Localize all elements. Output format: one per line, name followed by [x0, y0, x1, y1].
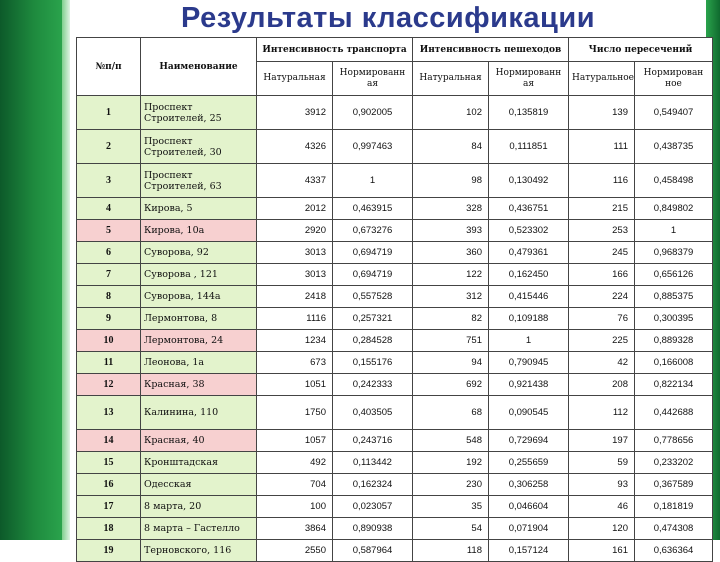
pedestrians-normalized-cell: 0,479361 — [489, 242, 569, 264]
pedestrians-natural-cell: 192 — [413, 452, 489, 474]
pedestrians-normalized-cell: 0,921438 — [489, 374, 569, 396]
intersections-normalized-cell: 0,656126 — [635, 264, 713, 286]
row-name-cell: Суворова , 121 — [141, 264, 257, 286]
header-pedestrians-natural: Натуральная — [413, 62, 489, 96]
table-row — [77, 220, 713, 242]
row-name-cell: Красная, 40 — [141, 430, 257, 452]
intersections-natural-cell: 111 — [569, 130, 635, 164]
table-body — [77, 96, 713, 562]
intersections-natural-cell: 76 — [569, 308, 635, 330]
pedestrians-normalized-cell: 1 — [489, 330, 569, 352]
pedestrians-natural-cell: 328 — [413, 198, 489, 220]
pedestrians-normalized-cell: 0,255659 — [489, 452, 569, 474]
pedestrians-normalized-cell: 0,135819 — [489, 96, 569, 130]
row-name-cell: Кронштадская — [141, 452, 257, 474]
row-name-cell: Лермонтова, 8 — [141, 308, 257, 330]
transport-normalized-cell: 0,694719 — [333, 264, 413, 286]
intersections-normalized-cell: 0,822134 — [635, 374, 713, 396]
transport-natural-cell: 1750 — [257, 396, 333, 430]
intersections-natural-cell: 208 — [569, 374, 635, 396]
transport-normalized-cell: 0,243716 — [333, 430, 413, 452]
header-name: Наименование — [141, 38, 257, 96]
pedestrians-normalized-cell: 0,729694 — [489, 430, 569, 452]
intersections-normalized-cell: 0,300395 — [635, 308, 713, 330]
intersections-natural-cell: 166 — [569, 264, 635, 286]
pedestrians-normalized-cell: 0,436751 — [489, 198, 569, 220]
intersections-normalized-cell: 1 — [635, 220, 713, 242]
header-transport-normalized: Нормированн ая — [333, 62, 413, 96]
row-number-cell: 7 — [77, 264, 141, 286]
table-row — [77, 540, 713, 562]
row-name-cell: Кирова, 5 — [141, 198, 257, 220]
row-name-cell: Одесская — [141, 474, 257, 496]
transport-natural-cell: 1116 — [257, 308, 333, 330]
intersections-natural-cell: 245 — [569, 242, 635, 264]
transport-natural-cell: 673 — [257, 352, 333, 374]
pedestrians-normalized-cell: 0,046604 — [489, 496, 569, 518]
intersections-natural-cell: 116 — [569, 164, 635, 198]
intersections-normalized-cell: 0,458498 — [635, 164, 713, 198]
row-number-cell: 4 — [77, 198, 141, 220]
transport-normalized-cell: 0,673276 — [333, 220, 413, 242]
row-number-cell: 17 — [77, 496, 141, 518]
pedestrians-natural-cell: 360 — [413, 242, 489, 264]
row-number-cell: 1 — [77, 96, 141, 130]
row-number-cell: 2 — [77, 130, 141, 164]
table-row — [77, 352, 713, 374]
row-number-cell: 3 — [77, 164, 141, 198]
row-number-cell: 19 — [77, 540, 141, 562]
intersections-natural-cell: 224 — [569, 286, 635, 308]
row-number-cell: 8 — [77, 286, 141, 308]
pedestrians-natural-cell: 84 — [413, 130, 489, 164]
pedestrians-normalized-cell: 0,157124 — [489, 540, 569, 562]
pedestrians-natural-cell: 312 — [413, 286, 489, 308]
intersections-natural-cell: 197 — [569, 430, 635, 452]
header-intersections: Число пересечений — [569, 38, 713, 62]
transport-natural-cell: 3864 — [257, 518, 333, 540]
header-intersections-normalized: Нормирован ное — [635, 62, 713, 96]
pedestrians-normalized-cell: 0,109188 — [489, 308, 569, 330]
table-row — [77, 286, 713, 308]
pedestrians-normalized-cell: 0,111851 — [489, 130, 569, 164]
table-row — [77, 374, 713, 396]
row-name-cell: Кирова, 10а — [141, 220, 257, 242]
transport-natural-cell: 4326 — [257, 130, 333, 164]
transport-natural-cell: 2550 — [257, 540, 333, 562]
row-number-cell: 13 — [77, 396, 141, 430]
row-name-cell: Суворова, 144а — [141, 286, 257, 308]
row-name-cell: Красная, 38 — [141, 374, 257, 396]
row-number-cell: 6 — [77, 242, 141, 264]
intersections-natural-cell: 42 — [569, 352, 635, 374]
intersections-natural-cell: 161 — [569, 540, 635, 562]
pedestrians-normalized-cell: 0,523302 — [489, 220, 569, 242]
intersections-normalized-cell: 0,549407 — [635, 96, 713, 130]
pedestrians-natural-cell: 122 — [413, 264, 489, 286]
table-row — [77, 164, 713, 198]
pedestrians-natural-cell: 98 — [413, 164, 489, 198]
transport-natural-cell: 1234 — [257, 330, 333, 352]
transport-normalized-cell: 0,242333 — [333, 374, 413, 396]
intersections-normalized-cell: 0,181819 — [635, 496, 713, 518]
intersections-natural-cell: 139 — [569, 96, 635, 130]
row-number-cell: 12 — [77, 374, 141, 396]
transport-normalized-cell: 0,694719 — [333, 242, 413, 264]
pedestrians-normalized-cell: 0,130492 — [489, 164, 569, 198]
table-row — [77, 130, 713, 164]
left-decorative-bar — [0, 0, 62, 540]
pedestrians-natural-cell: 102 — [413, 96, 489, 130]
transport-natural-cell: 2012 — [257, 198, 333, 220]
table-row — [77, 242, 713, 264]
left-decorative-stripe — [62, 0, 70, 540]
intersections-normalized-cell: 0,778656 — [635, 430, 713, 452]
transport-normalized-cell: 0,284528 — [333, 330, 413, 352]
row-number-cell: 5 — [77, 220, 141, 242]
table-row — [77, 264, 713, 286]
intersections-normalized-cell: 0,968379 — [635, 242, 713, 264]
table-row — [77, 396, 713, 430]
intersections-natural-cell: 112 — [569, 396, 635, 430]
classification-table — [76, 37, 713, 562]
row-name-cell: Суворова, 92 — [141, 242, 257, 264]
row-number-cell: 15 — [77, 452, 141, 474]
table-row — [77, 518, 713, 540]
intersections-normalized-cell: 0,889328 — [635, 330, 713, 352]
pedestrians-normalized-cell: 0,790945 — [489, 352, 569, 374]
pedestrians-natural-cell: 82 — [413, 308, 489, 330]
transport-normalized-cell: 1 — [333, 164, 413, 198]
row-name-cell: 8 марта – Гастелло — [141, 518, 257, 540]
pedestrians-normalized-cell: 0,162450 — [489, 264, 569, 286]
transport-normalized-cell: 0,902005 — [333, 96, 413, 130]
row-number-cell: 10 — [77, 330, 141, 352]
row-number-cell: 9 — [77, 308, 141, 330]
row-name-cell: Терновского, 116 — [141, 540, 257, 562]
intersections-natural-cell: 93 — [569, 474, 635, 496]
intersections-normalized-cell: 0,885375 — [635, 286, 713, 308]
intersections-normalized-cell: 0,636364 — [635, 540, 713, 562]
transport-natural-cell: 2920 — [257, 220, 333, 242]
table-row — [77, 308, 713, 330]
intersections-natural-cell: 215 — [569, 198, 635, 220]
row-name-cell: Лермонтова, 24 — [141, 330, 257, 352]
header-pedestrians-normalized: Нормированн ая — [489, 62, 569, 96]
row-name-cell: Леонова, 1а — [141, 352, 257, 374]
pedestrians-normalized-cell: 0,090545 — [489, 396, 569, 430]
table-row — [77, 430, 713, 452]
transport-normalized-cell: 0,557528 — [333, 286, 413, 308]
row-name-cell: 8 марта, 20 — [141, 496, 257, 518]
page-title: Результаты классификации — [180, 2, 596, 34]
transport-normalized-cell: 0,162324 — [333, 474, 413, 496]
table-row — [77, 96, 713, 130]
transport-natural-cell: 3013 — [257, 264, 333, 286]
table-row — [77, 496, 713, 518]
header-transport-natural: Натуральная — [257, 62, 333, 96]
transport-normalized-cell: 0,463915 — [333, 198, 413, 220]
transport-normalized-cell: 0,997463 — [333, 130, 413, 164]
transport-normalized-cell: 0,403505 — [333, 396, 413, 430]
transport-natural-cell: 4337 — [257, 164, 333, 198]
transport-natural-cell: 704 — [257, 474, 333, 496]
table-row — [77, 452, 713, 474]
pedestrians-natural-cell: 118 — [413, 540, 489, 562]
intersections-natural-cell: 120 — [569, 518, 635, 540]
transport-natural-cell: 1051 — [257, 374, 333, 396]
pedestrians-normalized-cell: 0,415446 — [489, 286, 569, 308]
table-row — [77, 198, 713, 220]
transport-normalized-cell: 0,257321 — [333, 308, 413, 330]
pedestrians-natural-cell: 94 — [413, 352, 489, 374]
row-number-cell: 18 — [77, 518, 141, 540]
intersections-normalized-cell: 0,166008 — [635, 352, 713, 374]
transport-normalized-cell: 0,587964 — [333, 540, 413, 562]
transport-normalized-cell: 0,113442 — [333, 452, 413, 474]
intersections-normalized-cell: 0,442688 — [635, 396, 713, 430]
pedestrians-natural-cell: 751 — [413, 330, 489, 352]
pedestrians-natural-cell: 54 — [413, 518, 489, 540]
header-intersections-natural: Натуральное — [569, 62, 635, 96]
intersections-natural-cell: 59 — [569, 452, 635, 474]
intersections-normalized-cell: 0,233202 — [635, 452, 713, 474]
row-name-cell: Проспект Строителей, 63 — [141, 164, 257, 198]
row-name-cell: Калинина, 110 — [141, 396, 257, 430]
pedestrians-natural-cell: 68 — [413, 396, 489, 430]
row-number-cell: 14 — [77, 430, 141, 452]
transport-natural-cell: 100 — [257, 496, 333, 518]
pedestrians-normalized-cell: 0,306258 — [489, 474, 569, 496]
header-pedestrians: Интенсивность пешеходов — [413, 38, 569, 62]
intersections-normalized-cell: 0,849802 — [635, 198, 713, 220]
table-row — [77, 474, 713, 496]
intersections-normalized-cell: 0,474308 — [635, 518, 713, 540]
transport-natural-cell: 492 — [257, 452, 333, 474]
table-row — [77, 330, 713, 352]
transport-natural-cell: 3013 — [257, 242, 333, 264]
row-number-cell: 16 — [77, 474, 141, 496]
transport-natural-cell: 2418 — [257, 286, 333, 308]
pedestrians-natural-cell: 35 — [413, 496, 489, 518]
transport-normalized-cell: 0,890938 — [333, 518, 413, 540]
intersections-normalized-cell: 0,367589 — [635, 474, 713, 496]
header-num: №п/п — [77, 38, 141, 96]
header-transport: Интенсивность транспорта — [257, 38, 413, 62]
pedestrians-natural-cell: 393 — [413, 220, 489, 242]
transport-normalized-cell: 0,155176 — [333, 352, 413, 374]
pedestrians-natural-cell: 230 — [413, 474, 489, 496]
transport-normalized-cell: 0,023057 — [333, 496, 413, 518]
row-name-cell: Проспект Строителей, 30 — [141, 130, 257, 164]
intersections-normalized-cell: 0,438735 — [635, 130, 713, 164]
transport-natural-cell: 1057 — [257, 430, 333, 452]
row-number-cell: 11 — [77, 352, 141, 374]
pedestrians-natural-cell: 692 — [413, 374, 489, 396]
pedestrians-natural-cell: 548 — [413, 430, 489, 452]
intersections-natural-cell: 46 — [569, 496, 635, 518]
row-name-cell: Проспект Строителей, 25 — [141, 96, 257, 130]
transport-natural-cell: 3912 — [257, 96, 333, 130]
intersections-natural-cell: 253 — [569, 220, 635, 242]
intersections-natural-cell: 225 — [569, 330, 635, 352]
pedestrians-normalized-cell: 0,071904 — [489, 518, 569, 540]
